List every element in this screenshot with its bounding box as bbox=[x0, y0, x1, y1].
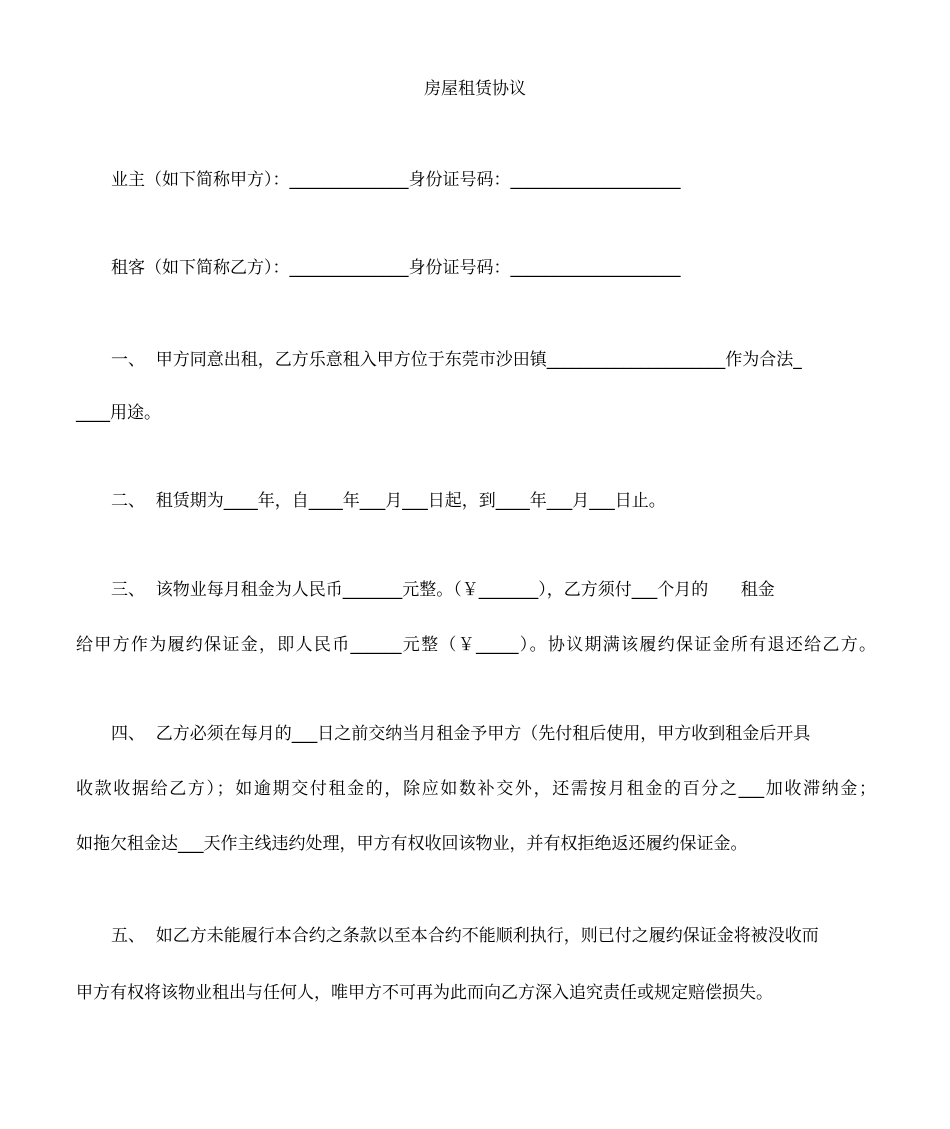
clause-3-line-1: 三、 该物业每月租金为人民币_______元整。（￥_______），乙方须付___个月的 租金 bbox=[111, 580, 775, 600]
clause-4-line-1: 四、 乙方必须在每月的___日之前交纳当月租金予甲方（先付租后使用，甲方收到租金后开具 bbox=[111, 724, 811, 744]
document-title: 房屋租赁协议 bbox=[424, 79, 526, 99]
clause-3-line-2: 给甲方作为履约保证金，即人民币______元整（￥_____）。协议期满该履约保证金所有退还给乙方。 bbox=[76, 635, 876, 655]
clause-2-line-1: 二、 租赁期为____年，自____年___月___日起，到____年___月___日止。 bbox=[111, 491, 666, 511]
clause-5-line-2: 甲方有权将该物业租出与任何人，唯甲方不可再为此而向乙方深入追究责任或规定赔偿损失。 bbox=[76, 983, 773, 1003]
clause-1-line-2: ____用途。 bbox=[76, 403, 161, 423]
clause-4-line-3: 如拖欠租金达___天作主线违约处理，甲方有权收回该物业，并有权拒绝返还履约保证金。 bbox=[76, 834, 748, 854]
clause-4-line-2: 收款收据给乙方）；如逾期交付租金的，除应如数补交外，还需按月租金的百分之___加收滞纳金； bbox=[76, 779, 876, 799]
owner-line: 业主（如下简称甲方）：______________身份证号码：____________________ bbox=[111, 170, 681, 190]
clause-1-line-1: 一、 甲方同意出租，乙方乐意租入甲方位于东莞市沙田镇_____________________作为合法_ bbox=[111, 350, 802, 370]
tenant-line: 租客（如下简称乙方）：______________身份证号码：____________________ bbox=[111, 258, 681, 278]
clause-5-line-1: 五、 如乙方未能履行本合约之条款以至本合约不能顺利执行，则已付之履约保证金将被没收而 bbox=[111, 926, 819, 946]
